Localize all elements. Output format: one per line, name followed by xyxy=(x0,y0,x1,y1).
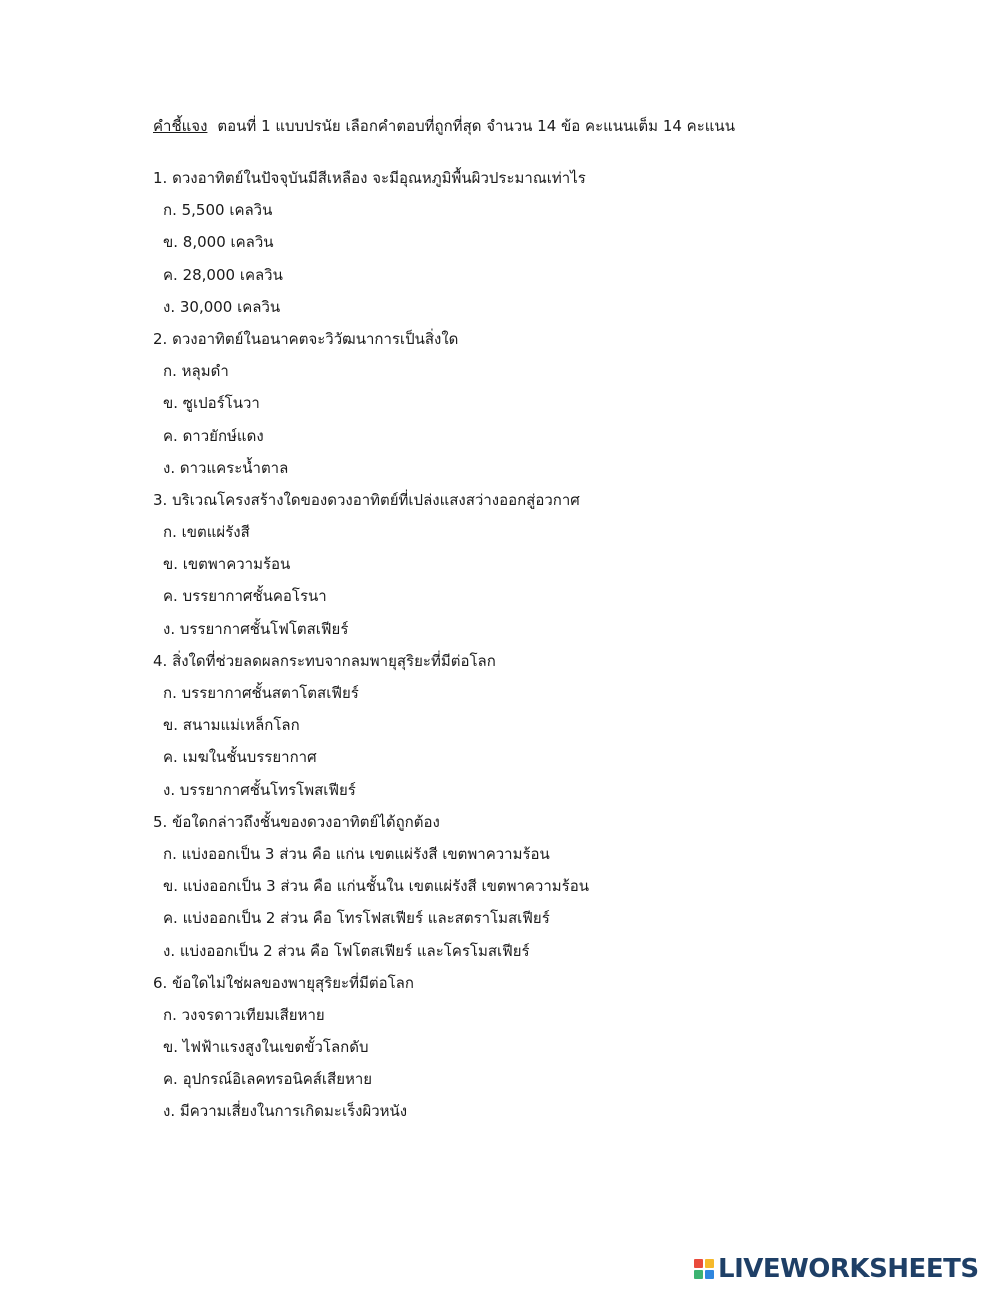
logo-text: LIVEWORKSHEETS xyxy=(718,1254,979,1284)
question-1-option-1[interactable]: ก. 5,500 เคลวิน xyxy=(163,201,273,220)
question-3-option-2[interactable]: ข. เขตพาความร้อน xyxy=(163,555,291,574)
question-6-option-4[interactable]: ง. มีความเสี่ยงในการเกิดมะเร็งผิวหนัง xyxy=(163,1102,408,1121)
question-1-option-2[interactable]: ข. 8,000 เคลวิน xyxy=(163,233,274,252)
question-2: 2. ดวงอาทิตย์ในอนาคตจะวิวัฒนาการเป็นสิ่งใด xyxy=(153,329,459,348)
question-6-option-2[interactable]: ข. ไฟฟ้าแรงสูงในเขตขั้วโลกดับ xyxy=(163,1038,369,1057)
logo-grid-icon xyxy=(694,1259,714,1279)
question-5-option-2[interactable]: ข. แบ่งออกเป็น 3 ส่วน คือ แก่นชั้นใน เขตแผ่รังสี เขตพาความร้อน xyxy=(163,877,589,896)
question-4-option-2[interactable]: ข. สนามแม่เหล็กโลก xyxy=(163,716,300,735)
question-3: 3. บริเวณโครงสร้างใดของดวงอาทิตย์ที่เปล่งแสงสว่างออกสู่อวกาศ xyxy=(153,490,580,509)
question-6-option-3[interactable]: ค. อุปกรณ์อิเลคทรอนิคส์เสียหาย xyxy=(163,1070,373,1089)
question-6: 6. ข้อใดไม่ใช่ผลของพายุสุริยะที่มีต่อโลก xyxy=(153,973,414,992)
question-4: 4. สิ่งใดที่ช่วยลดผลกระทบจากลมพายุสุริยะที่มีต่อโลก xyxy=(153,651,496,670)
question-list xyxy=(153,167,589,1133)
question-3-option-1[interactable]: ก. เขตแผ่รังสี xyxy=(163,523,250,542)
question-5-option-1[interactable]: ก. แบ่งออกเป็น 3 ส่วน คือ แก่น เขตแผ่รังสี เขตพาความร้อน xyxy=(163,844,550,863)
instruction-text: ตอนที่ 1 แบบปรนัย เลือกคำตอบที่ถูกที่สุด จำนวน 14 ข้อ คะแนนเต็ม 14 คะแนน xyxy=(217,117,735,135)
question-6-option-1[interactable]: ก. วงจรดาวเทียมเสียหาย xyxy=(163,1005,325,1024)
question-4-option-4[interactable]: ง. บรรยากาศชั้นโทรโพสเฟียร์ xyxy=(163,780,356,799)
question-3-option-4[interactable]: ง. บรรยากาศชั้นโฟโตสเฟียร์ xyxy=(163,619,349,638)
instruction-label: คำชี้แจง xyxy=(153,117,208,135)
question-2-option-4[interactable]: ง. ดาวแคระน้ำตาล xyxy=(163,458,289,477)
question-2-option-2[interactable]: ข. ซูเปอร์โนวา xyxy=(163,394,260,413)
question-1: 1. ดวงอาทิตย์ในปัจจุบันมีสีเหลือง จะมีอุณหภูมิพื้นผิวประมาณเท่าไร xyxy=(153,169,586,187)
question-1-option-3[interactable]: ค. 28,000 เคลวิน xyxy=(163,265,283,284)
question-5: 5. ข้อใดกล่าวถึงชั้นของดวงอาทิตย์ได้ถูกต้อง xyxy=(153,812,440,831)
question-4-option-3[interactable]: ค. เมฆในชั้นบรรยากาศ xyxy=(163,748,317,767)
question-2-option-3[interactable]: ค. ดาวยักษ์แดง xyxy=(163,426,264,445)
question-5-option-4[interactable]: ง. แบ่งออกเป็น 2 ส่วน คือ โฟโตสเฟียร์ และโครโมสเฟียร์ xyxy=(163,941,530,960)
instruction-line xyxy=(153,115,735,137)
question-2-option-1[interactable]: ก. หลุมดำ xyxy=(163,362,229,381)
liveworksheets-logo xyxy=(694,1254,979,1284)
question-5-option-3[interactable]: ค. แบ่งออกเป็น 2 ส่วน คือ โทรโฟสเฟียร์ และสตราโมสเฟียร์ xyxy=(163,909,550,928)
question-1-option-4[interactable]: ง. 30,000 เคลวิน xyxy=(163,297,281,316)
question-4-option-1[interactable]: ก. บรรยากาศชั้นสตาโตสเฟียร์ xyxy=(163,684,359,702)
question-3-option-3[interactable]: ค. บรรยากาศชั้นคอโรนา xyxy=(163,587,327,606)
